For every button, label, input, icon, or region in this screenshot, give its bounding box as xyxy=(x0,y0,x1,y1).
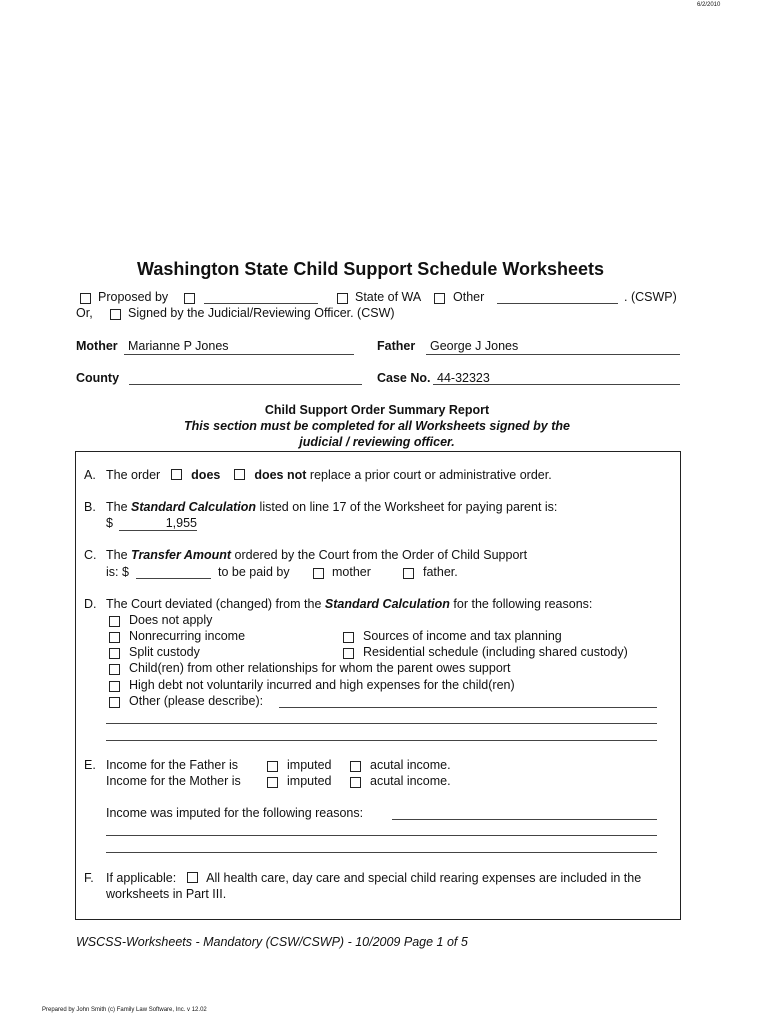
section-a-text xyxy=(106,468,552,482)
paid-by-mother-checkbox[interactable] xyxy=(313,568,324,579)
high-debt-label: High debt not voluntarily incurred and high expenses for the child(ren) xyxy=(129,678,515,692)
other-checkbox[interactable] xyxy=(434,293,445,304)
mother-income-label: Income for the Mother is xyxy=(106,774,241,788)
sources-of-income-checkbox[interactable] xyxy=(343,632,354,643)
section-f-tail: All health care, day care and special child rearing expenses are included in the xyxy=(206,871,642,885)
nonrecurring-income-checkbox[interactable] xyxy=(109,632,120,643)
mother-imputed-label: imputed xyxy=(287,774,332,788)
father-actual-checkbox[interactable] xyxy=(350,761,361,772)
section-c-lead: The xyxy=(106,548,128,562)
standard-calculation-amount: 1,955 xyxy=(165,516,197,530)
case-number-value: 44-32323 xyxy=(437,371,490,385)
imputed-reasons-field-line3[interactable] xyxy=(106,852,657,853)
section-b-text xyxy=(106,500,557,514)
section-f-text xyxy=(106,871,641,885)
section-c-text xyxy=(106,548,527,562)
section-c-tail: ordered by the Court from the Order of Child Support xyxy=(234,548,528,562)
does-checkbox[interactable] xyxy=(171,469,182,480)
high-debt-checkbox[interactable] xyxy=(109,681,120,692)
standard-calculation-field[interactable] xyxy=(119,530,197,531)
section-b-letter: B. xyxy=(84,500,96,514)
paid-by-mother-label: mother xyxy=(332,565,371,579)
or-label: Or, xyxy=(76,306,93,320)
section-b-tail: listed on line 17 of the Worksheet for paying parent is: xyxy=(259,500,558,514)
father-imputed-label: imputed xyxy=(287,758,332,772)
county-label: County xyxy=(76,371,120,385)
other-reason-field-line1[interactable] xyxy=(279,707,657,708)
section-d-letter: D. xyxy=(84,597,97,611)
section-e-letter: E. xyxy=(84,758,96,772)
father-imputed-checkbox[interactable] xyxy=(267,761,278,772)
section-f-letter: F. xyxy=(84,871,94,885)
county-field[interactable] xyxy=(129,384,362,385)
standard-calculation-term-d: Standard Calculation xyxy=(324,597,450,611)
mother-imputed-checkbox[interactable] xyxy=(267,777,278,788)
nonrecurring-income-label: Nonrecurring income xyxy=(129,629,246,643)
mother-field[interactable] xyxy=(124,354,354,355)
other-reason-checkbox[interactable] xyxy=(109,697,120,708)
signed-label: Signed by the Judicial/Reviewing Officer. (CSW) xyxy=(128,306,395,320)
page-title: Washington State Child Support Schedule Worksheets xyxy=(137,259,605,279)
other-reason-field-line3[interactable] xyxy=(106,740,657,741)
expenses-included-checkbox[interactable] xyxy=(187,872,198,883)
other-reason-field-line2[interactable] xyxy=(106,723,657,724)
section-f-line2: worksheets in Part III. xyxy=(106,887,227,901)
split-custody-label: Split custody xyxy=(129,645,200,659)
father-actual-label: acutal income. xyxy=(370,758,451,772)
section-b-lead: The xyxy=(106,500,128,514)
summary-note-line2: judicial / reviewing officer. xyxy=(299,435,455,449)
state-of-wa-label: State of WA xyxy=(355,290,422,304)
section-d-tail: for the following reasons: xyxy=(453,597,593,611)
section-d-text xyxy=(106,597,592,611)
mother-value: Marianne P Jones xyxy=(128,339,229,353)
transfer-is-label: is: $ xyxy=(106,565,129,579)
proposed-party-field[interactable] xyxy=(204,303,318,304)
paid-by-father-label: father. xyxy=(423,565,458,579)
prepared-by: Prepared by John Smith (c) Family Law Software, Inc. v 12.02 xyxy=(42,1007,207,1013)
paid-by-label: to be paid by xyxy=(218,565,290,579)
summary-heading: Child Support Order Summary Report xyxy=(264,403,490,417)
does-label: does xyxy=(191,468,221,482)
standard-calculation-term: Standard Calculation xyxy=(131,500,257,514)
mother-label: Mother xyxy=(76,339,118,353)
section-a-tail: replace a prior court or administrative order. xyxy=(309,468,552,482)
state-of-wa-checkbox[interactable] xyxy=(337,293,348,304)
other-children-label: Child(ren) from other relationships for whom the parent owes support xyxy=(129,661,511,675)
summary-note-line1: This section must be completed for all Worksheets signed by the xyxy=(184,419,570,433)
split-custody-checkbox[interactable] xyxy=(109,648,120,659)
transfer-amount-field[interactable] xyxy=(136,578,211,579)
section-a-letter: A. xyxy=(84,468,96,482)
other-label: Other xyxy=(453,290,485,304)
section-c-letter: C. xyxy=(84,548,97,562)
sources-of-income-label: Sources of income and tax planning xyxy=(363,629,562,643)
other-reason-label: Other (please describe): xyxy=(129,694,264,708)
section-b-dollar: $ xyxy=(106,516,113,530)
transfer-amount-term: Transfer Amount xyxy=(131,548,232,562)
header-date: 6/2/2010 xyxy=(697,2,721,8)
residential-schedule-label: Residential schedule (including shared custody) xyxy=(363,645,628,659)
case-number-label: Case No. xyxy=(377,371,431,385)
section-d-lead: The Court deviated (changed) from the xyxy=(106,597,322,611)
father-label: Father xyxy=(377,339,416,353)
proposed-party-checkbox[interactable] xyxy=(184,293,195,304)
cswp-label: . (CSWP) xyxy=(624,290,677,304)
other-children-checkbox[interactable] xyxy=(109,664,120,675)
does-not-apply-checkbox[interactable] xyxy=(109,616,120,627)
does-not-apply-label: Does not apply xyxy=(129,613,213,627)
father-value: George J Jones xyxy=(430,339,519,353)
imputed-reasons-label: Income was imputed for the following reasons: xyxy=(106,806,364,820)
imputed-reasons-field-line1[interactable] xyxy=(392,819,657,820)
mother-actual-label: acutal income. xyxy=(370,774,451,788)
section-f-lead: If applicable: xyxy=(106,871,177,885)
proposed-by-label: Proposed by xyxy=(98,290,169,304)
other-field[interactable] xyxy=(497,303,618,304)
page-footer: WSCSS-Worksheets - Mandatory (CSW/CSWP) - 10/2009 Page 1 of 5 xyxy=(76,935,468,949)
paid-by-father-checkbox[interactable] xyxy=(403,568,414,579)
residential-schedule-checkbox[interactable] xyxy=(343,648,354,659)
does-not-checkbox[interactable] xyxy=(234,469,245,480)
mother-actual-checkbox[interactable] xyxy=(350,777,361,788)
father-income-label: Income for the Father is xyxy=(106,758,239,772)
section-a-lead: The order xyxy=(106,468,161,482)
imputed-reasons-field-line2[interactable] xyxy=(106,835,657,836)
father-field[interactable] xyxy=(426,354,680,355)
signed-checkbox[interactable] xyxy=(110,309,121,320)
proposed-by-checkbox[interactable] xyxy=(80,293,91,304)
does-not-label: does not xyxy=(254,468,307,482)
